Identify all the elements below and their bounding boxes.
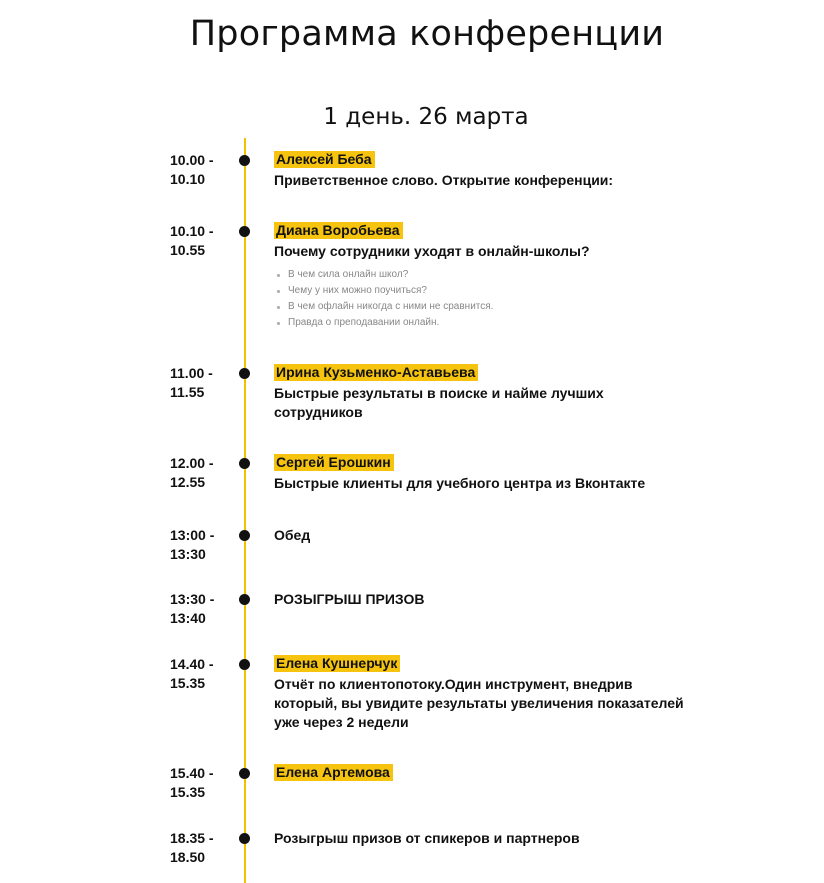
session-topic: РОЗЫГРЫШ ПРИЗОВ [274,591,425,607]
timeline-dot [239,530,250,541]
bullet-item: В чем сила онлайн школ? [288,267,704,283]
session-time [170,364,240,402]
page-title: Программа конференции [189,14,665,54]
time-start: 15.40 - [170,765,214,781]
time-end: 13:40 [170,610,206,626]
time-start: 14.40 - [170,656,214,672]
time-end: 10.55 [170,242,206,258]
timeline-dot [239,368,250,379]
session-time [170,590,240,628]
time-end: 10.10 [170,171,206,187]
time-start: 10.10 - [170,223,214,239]
session-topic: Быстрые результаты в поиске и найме лучших сотрудников [274,385,604,420]
time-start: 10.00 - [170,152,214,168]
session-topic: Розыгрыш призов от спикеров и партнеров [274,830,580,846]
timeline-dot [239,155,250,166]
speaker-name: Елена Артемова [274,764,393,781]
session-time [170,151,240,189]
session-time [170,222,240,260]
time-start: 12.00 - [170,455,214,471]
session-time [170,764,240,802]
time-end: 18.50 [170,849,206,865]
bullet-item: Правда о преподавании онлайн. [288,315,704,331]
time-end: 12.55 [170,474,206,490]
session-topic: Быстрые клиенты для учебного центра из Вконтакте [274,475,646,491]
session-topic: Отчёт по клиентопотоку.Один инструмент, внедрив который, вы увидите результаты увеличения показателей уже через 2 недели [274,676,684,730]
time-start: 13:30 - [170,591,215,607]
bullet-item: В чем офлайн никогда с ними не сравнится. [288,299,704,315]
topic-bullet-list [274,267,704,331]
timeline-dot [239,768,250,779]
time-start: 11.00 - [170,365,213,381]
speaker-name: Алексей Беба [274,151,375,168]
session-time [170,655,240,693]
timeline-dot [239,594,250,605]
time-end: 11.55 [170,384,205,400]
session-topic: Приветственное слово. Открытие конференции: [274,172,614,188]
speaker-name: Ирина Кузьменко-Аставьева [274,364,478,381]
time-start: 13:00 - [170,527,215,543]
session-topic: Почему сотрудники уходят в онлайн-школы? [274,243,590,259]
bullet-item: Чему у них можно поучиться? [288,283,704,299]
speaker-name: Елена Кушнерчук [274,655,400,672]
session-time [170,526,240,564]
session-time [170,829,240,867]
time-end: 15.35 [170,675,206,691]
time-start: 18.35 - [170,830,214,846]
session-topic: Обед [274,527,311,543]
speaker-name: Диана Воробьева [274,222,403,239]
time-end: 15.35 [170,784,206,800]
timeline-dot [239,833,250,844]
speaker-name: Сергей Ерошкин [274,454,394,471]
session-time [170,454,240,492]
timeline-dot [239,458,250,469]
timeline-dot [239,659,250,670]
day-title: 1 день. 26 марта [323,104,529,130]
time-end: 13:30 [170,546,206,562]
timeline-dot [239,226,250,237]
